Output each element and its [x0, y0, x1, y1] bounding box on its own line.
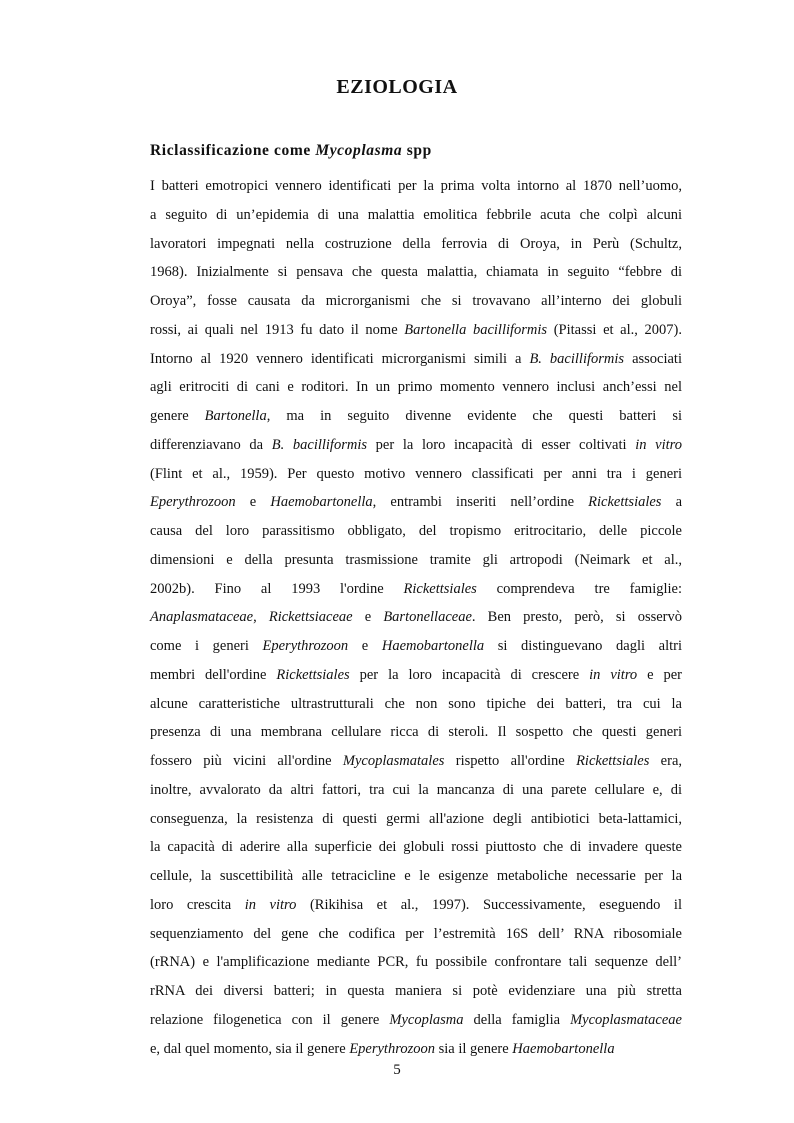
text-segment: . Ben presto, però, si osservò	[471, 609, 683, 626]
text-segment: per la loro incapacità di crescere	[349, 666, 590, 683]
text-line	[150, 201, 682, 230]
text-line	[150, 316, 682, 345]
italic-term: Mycoplasma	[389, 1011, 464, 1028]
text-segment: e	[235, 494, 271, 511]
text-segment: la capacità di aderire alla superficie dei globuli rossi piuttosto che di invadere queste	[150, 839, 682, 856]
text-line	[150, 230, 682, 259]
text-segment: genere	[150, 408, 205, 424]
section-heading-prefix: Riclassificazione come	[150, 142, 316, 159]
text-segment: relazione filogenetica con il genere	[150, 1011, 390, 1028]
text-segment: dimensioni e della presunta trasmissione tramite gli artropodi (Neimark et al.,	[150, 551, 682, 568]
text-line	[150, 603, 682, 632]
text-segment: (Rikihisa et al., 1997). Successivamente, eseguendo il	[296, 896, 682, 913]
text-line	[150, 977, 682, 1006]
section-heading-genus: Mycoplasma	[315, 142, 403, 159]
text-line	[150, 402, 682, 431]
text-segment: 1968). Inizialmente si pensava che questa malattia, chiamata in seguito “febbre di	[150, 264, 682, 281]
italic-term: B. bacilliformis	[529, 350, 625, 367]
italic-term: Haemobartonella	[512, 1040, 615, 1057]
italic-term: Rickettsiales	[276, 666, 350, 683]
italic-term: Rickettsiales	[588, 494, 662, 511]
text-segment: Oroya”, fosse causata da microrganismi che si trovavano all’interno dei globuli	[150, 293, 682, 309]
text-line	[150, 632, 682, 661]
italic-term: Bartonella bacilliformis	[404, 321, 548, 338]
body-paragraph	[150, 172, 682, 1063]
text-line	[150, 488, 682, 517]
italic-term: in vitro	[244, 896, 297, 913]
italic-term: in vitro	[635, 436, 682, 453]
italic-term: Rickettsiales	[576, 753, 650, 769]
italic-term: Bartonellaceae	[383, 609, 472, 626]
text-segment: e per	[637, 666, 683, 683]
text-line	[150, 948, 682, 977]
italic-term: Rickettsiaceae	[268, 609, 353, 626]
text-segment: e	[348, 638, 382, 654]
text-line	[150, 833, 682, 862]
italic-term: Eperythrozoon	[262, 638, 349, 654]
italic-term: Haemobartonella	[381, 638, 485, 654]
italic-term: in vitro	[589, 666, 638, 683]
text-line	[150, 172, 682, 201]
text-segment: , entrambi inseriti nell’ordine	[372, 494, 589, 511]
text-segment: Intorno al 1920 vennero identificati microrganismi simili a	[150, 350, 530, 367]
text-segment: (rRNA) e l'amplificazione mediante PCR, fu possibile confrontare tali sequenze dell’	[150, 954, 682, 971]
text-segment: e, dal quel momento, sia il genere	[150, 1040, 350, 1057]
text-line	[150, 460, 682, 489]
text-segment: rRNA dei diversi batteri; in questa maniera si potè evidenziare una più stretta	[150, 983, 682, 999]
text-line	[150, 546, 682, 575]
text-segment: agli eritrociti di cani e roditori. In un primo momento vennero inclusi anch’essi nel	[150, 379, 682, 396]
italic-term: B. bacilliformis	[271, 436, 367, 453]
text-line	[150, 862, 682, 891]
text-segment: per la loro incapacità di esser coltivati	[367, 436, 636, 453]
text-line	[150, 1035, 682, 1064]
text-line	[150, 517, 682, 546]
text-segment: e	[352, 609, 384, 626]
text-segment: a	[661, 494, 683, 511]
text-segment: , ma in seguito divenne evidente che questi batteri si	[266, 408, 682, 424]
text-line	[150, 1006, 682, 1035]
text-segment: come i generi	[150, 638, 263, 654]
text-segment: comprendeva tre famiglie:	[476, 580, 682, 597]
text-line	[150, 287, 682, 316]
text-line	[150, 718, 682, 747]
section-heading	[150, 142, 432, 160]
text-segment: sia il genere	[434, 1040, 513, 1057]
italic-term: Mycoplasmatales	[342, 753, 445, 769]
text-segment: ,	[253, 609, 269, 626]
italic-term: Anaplasmataceae	[150, 609, 254, 626]
page-title: EZIOLOGIA	[336, 76, 458, 98]
text-line	[150, 920, 682, 949]
text-segment: fossero più vicini all'ordine	[150, 753, 343, 769]
text-segment: rossi, ai quali nel 1913 fu dato il nome	[150, 321, 405, 338]
page-number: 5	[393, 1062, 401, 1078]
text-segment: 2002b). Fino al 1993 l'ordine	[150, 580, 404, 597]
text-line	[150, 431, 682, 460]
italic-term: Mycoplasmataceae	[570, 1011, 682, 1028]
text-line	[150, 661, 682, 690]
text-line	[150, 776, 682, 805]
text-segment: si distinguevano dagli altri	[484, 638, 682, 654]
italic-term: Haemobartonella	[270, 494, 373, 511]
text-line	[150, 805, 682, 834]
text-segment: rispetto all'ordine	[444, 753, 577, 769]
text-segment: della famiglia	[463, 1011, 571, 1028]
text-segment: membri dell'ordine	[150, 666, 277, 683]
text-line	[150, 747, 682, 776]
text-segment: loro crescita	[150, 896, 245, 913]
text-segment: associati	[624, 350, 682, 367]
italic-term: Eperythrozoon	[150, 494, 236, 511]
text-line	[150, 690, 682, 719]
text-segment: I batteri emotropici vennero identificati per la prima volta intorno al 1870 nell’uomo,	[150, 178, 682, 194]
text-segment: lavoratori impegnati nella costruzione della ferrovia di Oroya, in Perù (Schultz,	[150, 235, 682, 252]
text-segment: a seguito di un’epidemia di una malattia emolitica febbrile acuta che colpì alcuni	[150, 206, 682, 223]
italic-term: Bartonella	[204, 408, 267, 424]
text-line	[150, 575, 682, 604]
text-segment: inoltre, avvalorato da altri fattori, tra cui la mancanza di una parete cellulare e, di	[150, 781, 682, 798]
text-line	[150, 345, 682, 374]
text-line	[150, 373, 682, 402]
italic-term: Rickettsiales	[403, 580, 477, 597]
section-heading-suffix: spp	[402, 142, 432, 159]
text-segment: era,	[649, 753, 683, 769]
text-segment: sequenziamento del gene che codifica per l’estremità 16S dell’ RNA ribosomiale	[150, 925, 682, 942]
text-segment: causa del loro parassitismo obbligato, del tropismo eritrocitario, delle piccole	[150, 523, 682, 539]
text-segment: (Flint et al., 1959). Per questo motivo vennero classificati per anni tra i generi	[150, 465, 682, 482]
text-segment: alcune caratteristiche ultrastrutturali che non sono tipiche dei batteri, tra cui la	[150, 695, 682, 712]
text-segment: presenza di una membrana cellulare ricca di steroli. Il sospetto che questi generi	[150, 724, 682, 741]
text-segment: differenziavano da	[150, 436, 272, 453]
text-segment: (Pitassi et al., 2007).	[547, 321, 682, 338]
text-line	[150, 258, 682, 287]
text-segment: conseguenza, la resistenza di questi germi all'azione degli antibiotici beta-lattamici,	[150, 810, 682, 827]
text-segment: cellule, la suscettibilità alle tetracicline e le esigenze metaboliche necessarie per la	[150, 868, 682, 884]
italic-term: Eperythrozoon	[349, 1040, 435, 1057]
text-line	[150, 891, 682, 920]
